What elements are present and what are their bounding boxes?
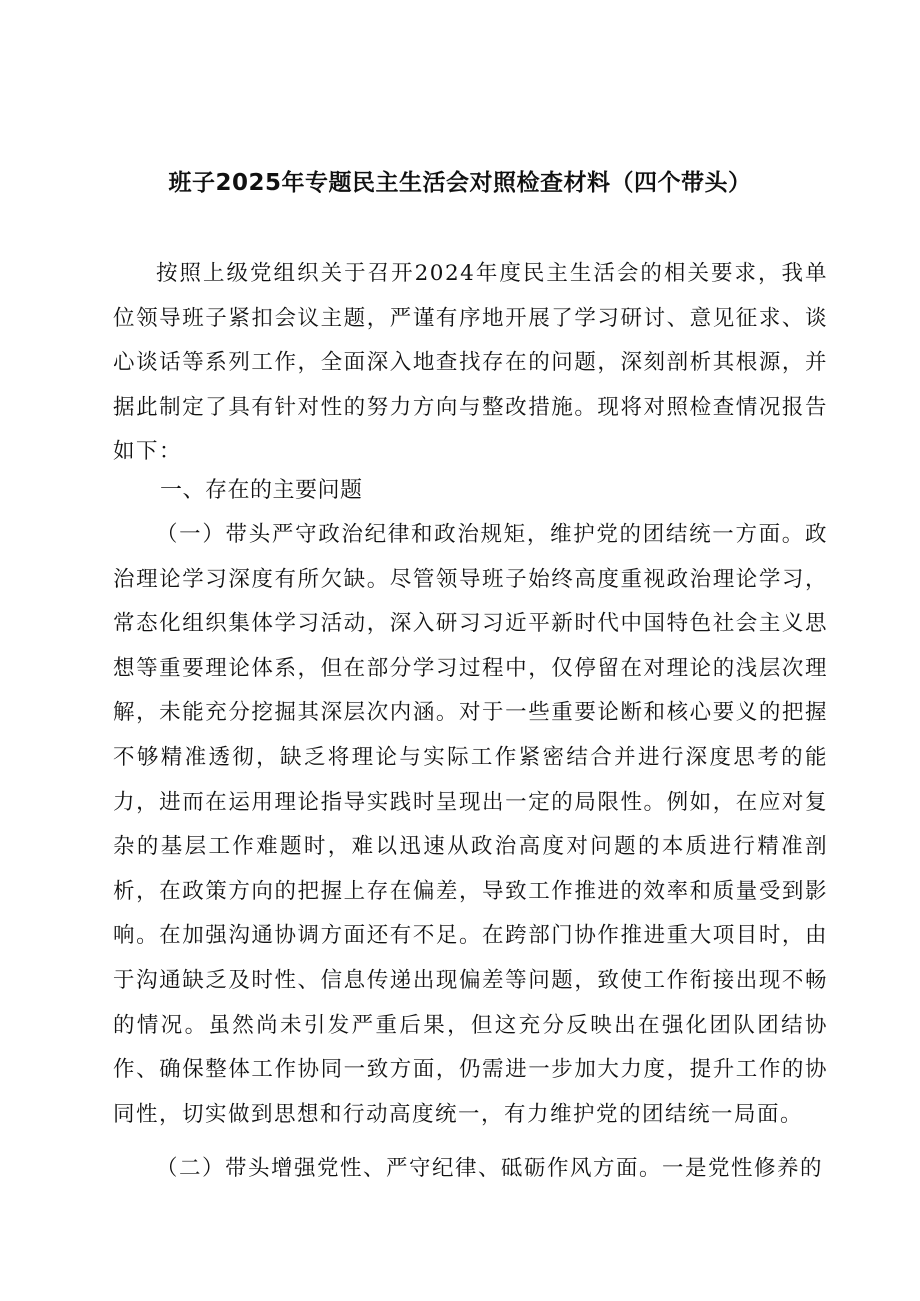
paragraph-political-discipline: （一）带头严守政治纪律和政治规矩，维护党的团结统一方面。政治理论学习深度有所欠缺。尽管领导班子始终高度重视政治理论学习，常态化组织集体学习活动，深入研习习近平新时代中国特色社会主义思想等重要理论体系，但在部分学习过程中，仅停留在对理论的浅层次理解，未能充分挖掘其深层次内涵。对于一些重要论断和核心要义的把握不够精准透彻，缺乏将理论与实际工作紧密结合并进行深度思考的能力，进而在运用理论指导实践时呈现出一定的局限性。例如，在应对复杂的基层工作难题时，难以迅速从政治高度对问题的本质进行精准剖析，在政策方向的把握上存在偏差，导致工作推进的效率和质量受到影响。在加强沟通协调方面还有不足。在跨部门协作推进重大项目时，由于沟通缺乏及时性、信息传递出现偏差等问题，致使工作衔接出现不畅的情况。虽然尚未引发严重后果，但这充分反映出在强化团队团结协作、确保整体工作协同一致方面，仍需进一步加大力度，提升工作的协同性，切实做到思想和行动高度统一，有力维护党的团结统一局面。: [113, 522, 828, 1127]
intro-paragraph: 按照上级党组织关于召开2024年度民主生活会的相关要求，我单位领导班子紧扣会议主题，严谨有序地开展了学习研讨、意见征求、谈心谈话等系列工作，全面深入地查找存在的问题，深刻剖析其根源，并据此制定了具有针对性的努力方向与整改措施。现将对照检查情况报告如下：: [113, 261, 828, 465]
section-heading: 一、存在的主要问题: [160, 478, 363, 503]
paragraph-party-spirit: （二）带头增强党性、严守纪律、砥砺作风方面。一是党性修养的: [156, 1156, 824, 1181]
document-title: 班子2025年专题民主生活会对照检查材料（四个带头）: [168, 170, 752, 196]
